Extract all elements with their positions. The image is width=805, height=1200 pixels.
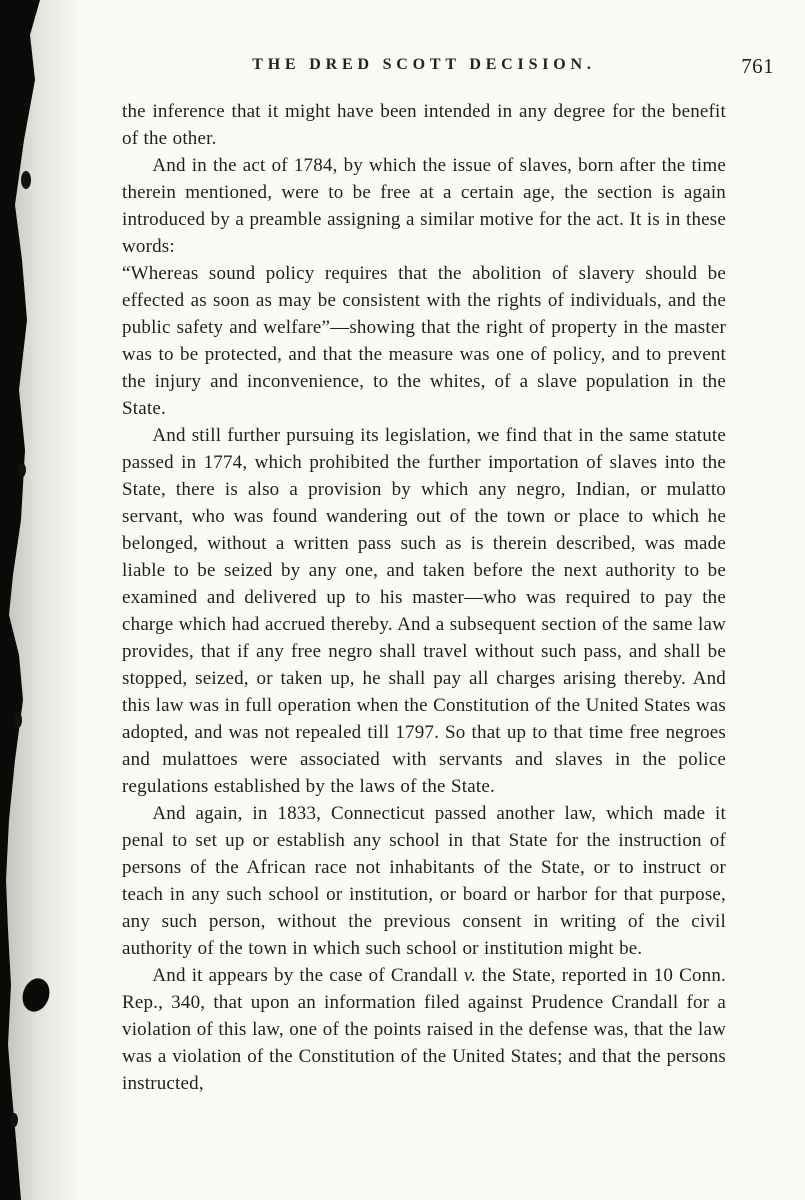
running-title: THE DRED SCOTT DECISION. (252, 56, 596, 73)
paragraph-text: And it appears by the case of Crandall (152, 965, 464, 986)
case-versus-italic: v. (463, 965, 477, 986)
page-content (122, 54, 774, 1097)
paragraph-text: the State, reported in 10 Conn. Rep., 340, that upon an information filed against Prudence Crandall for a violation of this law, one of the points raised in the defense was, that the law was a violation of the Constitution of the United States; and that the persons instructed, (122, 965, 726, 1094)
paragraph-crandall-case (122, 962, 726, 1097)
page-number: 761 (741, 54, 774, 78)
paragraph-statute-1774: And still further pursuing its legislation, we find that in the same statute passed in 1774, which prohibited the further importation of slaves into the State, there is also a provision by which any negro, Indian, or mulatto servant, who was found wandering out of the town or place to which he belonged, without a written pass such as is therein described, was made liable to be seized by any one, and taken before the next authority to be examined and delivered up to his master—who was required to pay the charge which had accrued thereby. And a subsequent section of the same law provides, that if any free negro shall travel without such pass, and shall be stopped, seized, or taken up, he shall pay all charges arising thereby. And this law was in full operation when the Constitution of the United States was adopted, and was not repealed till 1797. So that up to that time free negroes and mulattoes were associated with servants and slaves in the police regulations established by the laws of the State. (122, 425, 726, 797)
scan-artifact-binding-edge (0, 0, 62, 1200)
paragraph-preamble-quote: “Whereas sound policy requires that the abolition of slavery should be effected as soon as may be consistent with the rights of individuals, and the public safety and welfare”—showing that the right of property in the master was to be protected, and that the measure was one of policy, and to prevent the injury and inconvenience, to the whites, of a slave population in the State. (122, 263, 726, 419)
paragraph-continuation: the inference that it might have been intended in any degree for the benefit of the other. (122, 101, 726, 149)
paragraph-connecticut-1833: And again, in 1833, Connecticut passed another law, which made it penal to set up or establish any school in that State for the instruction of persons of the African race not inhabitants of the State, or to instruct or teach in any such school or institution, or board or harbor for that purpose, any such person, without the previous consent in writing of the civil authority of the town in which such school or institution might be. (122, 803, 726, 959)
page-header (122, 54, 774, 82)
paragraph-act-1784: And in the act of 1784, by which the issue of slaves, born after the time therein mentioned, were to be free at a certain age, the section is again introduced by a preamble assigning a similar motive for the act. It is in these words: (122, 155, 726, 257)
